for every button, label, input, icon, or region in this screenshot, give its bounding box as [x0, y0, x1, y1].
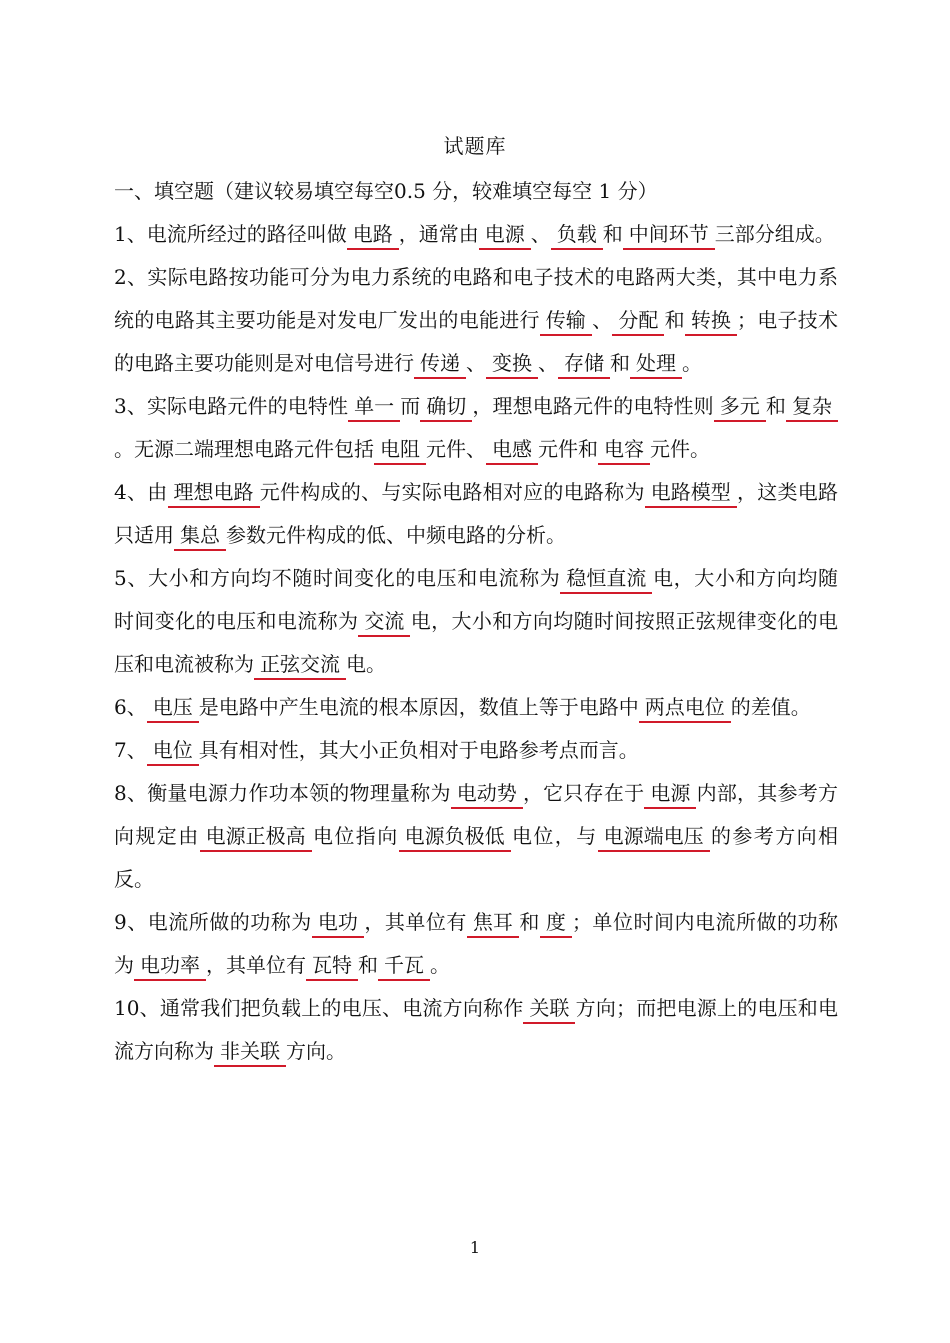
question-text: 元件构成的、与实际电路相对应的电路称为: [259, 480, 645, 504]
question-text: ，这类电路只适用: [114, 480, 839, 547]
question-text: 电位指向: [311, 824, 399, 848]
page-title: 试题库: [443, 134, 507, 158]
question-4: [114, 471, 838, 557]
question-text: 和: [610, 351, 630, 375]
question-text: 8、衡量电源力作功本领的物理量称为: [114, 781, 451, 805]
page-number: 1: [469, 1238, 481, 1257]
answer-blank: 千瓦: [378, 951, 430, 981]
answer-blank: 焦耳: [467, 908, 519, 938]
question-text: 元件。: [650, 437, 710, 461]
answer-blank: 集总: [174, 521, 226, 551]
question-3: [114, 385, 838, 471]
question-text: 内部，其参考方向规定由: [114, 781, 838, 848]
question-text: 和: [518, 910, 540, 934]
question-text: 的参考方向相反。: [114, 824, 839, 891]
question-text: 的差值。: [730, 695, 811, 719]
question-text: 电位，与: [510, 824, 598, 848]
question-text: 而: [400, 394, 421, 418]
answer-blank: 电源: [479, 220, 531, 250]
question-text: 。无源二端理想电路元件包括: [114, 437, 374, 461]
question-text: 、: [466, 351, 486, 375]
question-text: ，其单位有: [206, 953, 306, 977]
question-text: 方向。: [286, 1039, 346, 1063]
answer-blank: 电阻: [374, 435, 426, 465]
answer-blank: 传递: [414, 349, 466, 379]
question-text: 参数元件构成的低、中频电路的分析。: [226, 523, 566, 547]
answer-blank: 两点电位: [639, 693, 731, 723]
question-text: 电，大小和方向均随时间按照正弦规律变化的电压和电流被称为: [114, 609, 839, 676]
question-text: 元件、: [426, 437, 486, 461]
question-list: [114, 213, 838, 1073]
question-text: 9、电流所做的功称为: [114, 910, 312, 934]
answer-blank: 电功: [312, 908, 364, 938]
answer-blank: 复杂: [786, 392, 838, 422]
question-text: 10、通常我们把负载上的电压、电流方向称作: [114, 996, 524, 1020]
answer-blank: 瓦特: [306, 951, 358, 981]
question-text: 。: [430, 953, 450, 977]
question-5: [114, 557, 838, 686]
answer-blank: 电压: [147, 693, 199, 723]
question-text: 、: [538, 351, 558, 375]
answer-blank: 电功率: [134, 951, 206, 981]
question-text: 和: [664, 308, 685, 332]
question-text: 和: [358, 953, 378, 977]
question-text: 电，大小和方向均随时间变化的电压和电流称为: [114, 566, 838, 633]
answer-blank: 电路模型: [645, 478, 737, 508]
question-text: 5、大小和方向均不随时间变化的电压和电流称为: [114, 566, 561, 590]
answer-blank: 正弦交流: [254, 650, 346, 680]
answer-blank: 存储: [558, 349, 610, 379]
question-text: 方向；而把电源上的电压和电流方向称为: [114, 996, 839, 1063]
answer-blank: 电源正极高: [200, 822, 312, 852]
question-text: 电。: [346, 652, 386, 676]
question-text: 7、: [114, 738, 147, 762]
answer-blank: 变换: [486, 349, 538, 379]
question-text: ，理想电路元件的电特性则: [472, 394, 714, 418]
answer-blank: 理想电路: [168, 478, 260, 508]
question-2: [114, 256, 838, 385]
question-text: 是电路中产生电流的根本原因，数值上等于电路中: [198, 695, 639, 719]
question-text: ；电子技术的电路主要功能则是对电信号进行: [114, 308, 839, 375]
question-text: 3、实际电路元件的电特性: [114, 394, 349, 418]
question-6: [114, 686, 838, 729]
question-content: [114, 170, 838, 1073]
question-text: ，它只存在于: [522, 781, 645, 805]
question-text: 三部分组成。: [714, 222, 835, 246]
question-text: 具有相对性，其大小正负相对于电路参考点而言。: [198, 738, 639, 762]
question-text: ，通常由: [398, 222, 479, 246]
answer-blank: 电源: [644, 779, 696, 809]
question-text: 元件和: [538, 437, 598, 461]
answer-blank: 转换: [685, 306, 737, 336]
answer-blank: 多元: [714, 392, 766, 422]
question-9: [114, 901, 838, 987]
question-text: 、: [530, 222, 551, 246]
answer-blank: 电感: [486, 435, 538, 465]
question-text: ，其单位有: [363, 910, 467, 934]
question-text: 和: [602, 222, 623, 246]
answer-blank: 电容: [598, 435, 650, 465]
answer-blank: 电源端电压: [598, 822, 710, 852]
answer-blank: 电源负极低: [399, 822, 511, 852]
question-text: 4、由: [114, 480, 168, 504]
answer-blank: 负载: [551, 220, 603, 250]
answer-blank: 关联: [523, 994, 575, 1024]
section-heading: 一、填空题（建议较易填空每空0.5 分，较难填空每空 1 分）: [114, 179, 658, 203]
question-1: [114, 213, 838, 256]
question-7: [114, 729, 838, 772]
question-8: [114, 772, 838, 901]
answer-blank: 中间环节: [623, 220, 715, 250]
question-text: 。: [682, 351, 702, 375]
answer-blank: 分配: [612, 306, 664, 336]
answer-blank: 确切: [420, 392, 472, 422]
answer-blank: 稳恒直流: [560, 564, 652, 594]
answer-blank: 电位: [147, 736, 199, 766]
question-text: 2、实际电路按功能可分为电力系统的电路和电子技术的电路两大类，其中电力系统的电路其主要功能是对发电厂发出的电能进行: [114, 265, 838, 332]
answer-blank: 处理: [630, 349, 682, 379]
answer-blank: 传输: [540, 306, 592, 336]
question-text: 和: [765, 394, 787, 418]
question-10: [114, 987, 838, 1073]
question-text: ；单位时间内电流所做的功称为: [114, 910, 839, 977]
answer-blank: 电动势: [451, 779, 523, 809]
answer-blank: 非关联: [214, 1037, 286, 1067]
question-text: 6、: [114, 695, 147, 719]
question-text: 、: [591, 308, 613, 332]
answer-blank: 电路: [347, 220, 399, 250]
question-text: 1、电流所经过的路径叫做: [114, 222, 347, 246]
answer-blank: 度: [540, 908, 572, 938]
answer-blank: 交流: [358, 607, 410, 637]
answer-blank: 单一: [348, 392, 400, 422]
